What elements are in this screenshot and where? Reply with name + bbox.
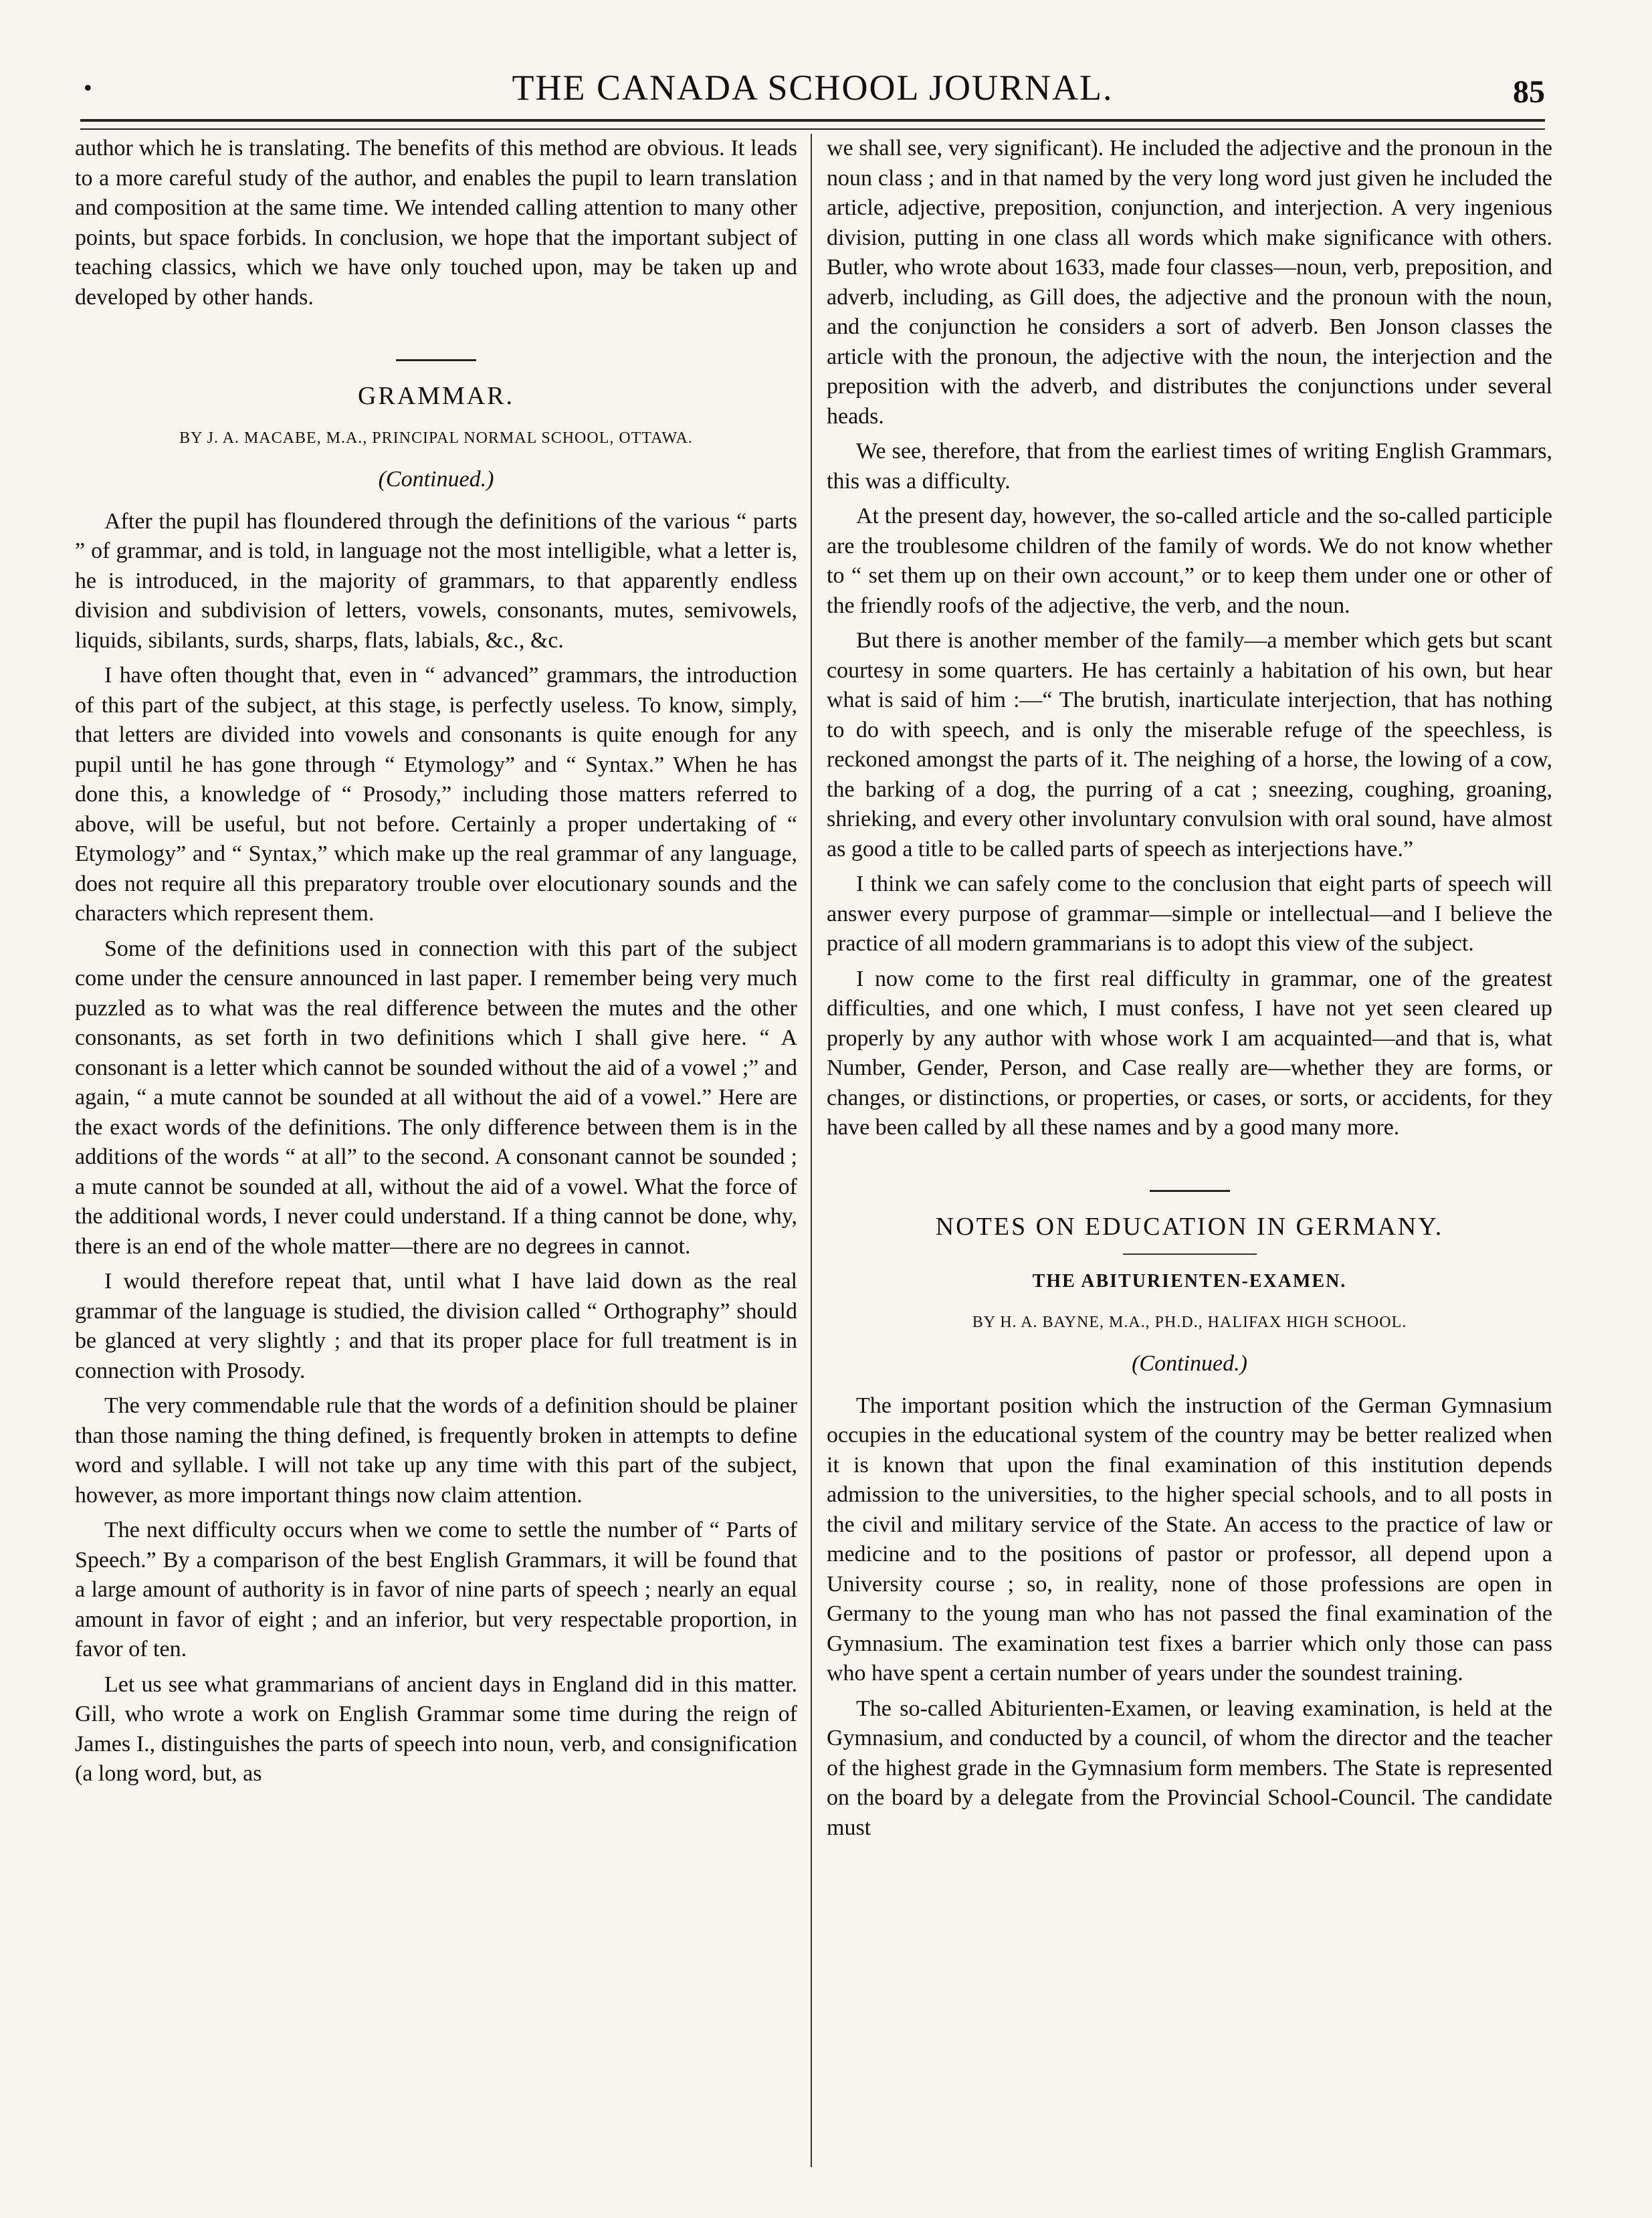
intro-paragraph: author which he is translating. The benefits of this method are obvious. It leads to a more careful study of the author, and enables the pupil to learn translation and composition at the same time. We intended calling attention to many other points, but space forbids. In conclusion, we hope that the important subject of teaching classics, which we have only touched upon, may be taken up and developed by other hands. [75,136,797,310]
notes-continued: (Continued.) [1132,1351,1247,1376]
paragraph: The very commendable rule that the words of a definition should be plainer than those naming the thing defined, is frequently broken in attempts to define word and syllable. I will not take up any time with this part of the subject, however, as more important things now claim attention. [75,1393,797,1508]
grammar-title: GRAMMAR. [357,382,515,410]
left-column [75,134,797,1795]
section-divider [1150,1190,1230,1192]
notes-title: NOTES ON EDUCATION IN GERMANY. [935,1212,1444,1241]
right-column [827,134,1552,1848]
paragraph: I would therefore repeat that, until what I have laid down as the real grammar of the language is studied, the division called “ Orthography” should be glanced at very slightly ; and that its proper place for full treatment is in connection with Prosody. [75,1269,797,1383]
paragraph: We see, therefore, that from the earliest times of writing English Grammars, this was a difficulty. [827,439,1552,494]
paragraph: I think we can safely come to the conclusion that eight parts of speech will answer every purpose of grammar—simple or intellectual—and I believe the practice of all modern grammarians is to adopt this view of the subject. [827,872,1552,956]
paragraph: The important position which the instruction of the German Gymnasium occupies in the educational system of the country may be better realized when it is known that upon the final examination of this institution depends admission to the universities, to the higher special schools, and to all posts in the civil and military service of the State. An access to the practice of law or medicine and to the positions of pastor or professor, all depend upon a University course ; so, in reality, none of those professions are open in Germany to the young man who has not passed the final examination of the Gymnasium. The examination test fixes a barrier which only those can pass who have spent a certain number of years under the soundest training. [827,1393,1552,1686]
subtitle-rule [1123,1253,1257,1255]
paragraph: Let us see what grammarians of ancient days in England did in this matter. Gill, who wrote a work on English Grammar some time during the reign of James I., distinguishes the parts of speech into noun, verb, and consignification (a long word, but, as [75,1672,797,1786]
header-bullet: • [84,74,92,101]
column-divider [811,134,812,2167]
paragraph: The so-called Abiturienten-Examen, or leaving examination, is held at the Gymnasium, and conducted by a council, of whom the director and the teacher of the highest grade in the Gymnasium form members. The State is represented on the board by a delegate from the Provincial School-Council. The candidate must [827,1696,1552,1840]
notes-subtitle: THE ABITURIENTEN-EXAMEN. [1032,1271,1347,1292]
paragraph: I now come to the first real difficulty in grammar, one of the greatest difficulties, and one which, I must confess, I have not yet seen cleared up properly by any author with whose work I am acquainted—and that is, what Number, Gender, Person, and Case really are—whether they are forms, or changes, or distinctions, or properties, or cases, or sorts, or accidents, for they have been called by all these names and by a good many more. [827,966,1552,1140]
section-divider [396,359,476,361]
paragraph: we shall see, very significant). He included the adjective and the pronoun in the noun class ; and in that named by the very long word just given he included the article, adjective, preposition, conjunction, and interjection. A very ingenious division, putting in one class all words which make significance with others. Butler, who wrote about 1633, made four classes—noun, verb, preposition, and adverb, including, as Gill does, the adjective and the pronoun with the noun, and the conjunction he considers a sort of adverb. Ben Jonson classes the article with the pronoun, the adjective with the noun, the interjection and the preposition with the adverb, and distributes the conjunctions under several heads. [827,136,1552,429]
paragraph: At the present day, however, the so-called article and the so-called participle are the troublesome children of the family of words. We do not know whether to “ set them up on their own account,” or to keep them under one or other of the friendly roofs of the adjective, the verb, and the noun. [827,504,1552,618]
header-rule-thin [80,128,1545,130]
paragraph: Some of the definitions used in connection with this part of the subject come under the censure announced in last paper. I remember being very much puzzled as to what was the real difference between the mutes and the other consonants, as set forth in two definitions which I shall give here. “ A consonant is a letter which cannot be sounded without the aid of a vowel ;” and again, “ a mute cannot be sounded at all without the aid of a vowel.” Here are the exact words of the definitions. The only difference between them is in the additions of the words “ at all” to the second. A consonant cannot be sounded ; a mute cannot be sounded at all, without the aid of a vowel. What the force of the additional words, I never could understand. If a thing cannot be done, why, there is an end of the whole matter—there are no degrees in cannot. [75,936,797,1259]
paragraph: The next difficulty occurs when we come to settle the number of “ Parts of Speech.” By a comparison of the best English Grammars, it will be found that a large amount of authority is in favor of nine parts of speech ; nearly an equal amount in favor of eight ; and an inferior, but very respectable proportion, in favor of ten. [75,1518,797,1661]
grammar-continued: (Continued.) [378,467,494,492]
grammar-byline: BY J. A. MACABE, M.A., PRINCIPAL NORMAL SCHOOL, OTTAWA. [179,429,693,447]
notes-byline: BY H. A. BAYNE, M.A., PH.D., HALIFAX HIGH SCHOOL. [972,1313,1407,1331]
page-header [80,60,1545,114]
page-number: 85 [1513,74,1545,110]
header-rule [80,119,1545,122]
paragraph: But there is another member of the family—a member which gets but scant courtesy in some quarters. He has certainly a habitation of his own, but hear what is said of him :—“ The brutish, inarticulate interjection, that has nothing to do with speech, and is only the miserable refuge of the speechless, is reckoned amongst the parts of it. The neighing of a horse, the lowing of a cow, the barking of a dog, the purring of a cat ; sneezing, coughing, groaning, shrieking, and every other involuntary convulsion with oral sound, have almost as good a title to be called parts of speech as interjections have.” [827,628,1552,862]
paragraph: I have often thought that, even in “ advanced” grammars, the introduction of this part of the subject, at this stage, is perfectly useless. To know, simply, that letters are divided into vowels and consonants is quite enough for any pupil until he has gone through “ Etymology” and “ Syntax.” When he has done this, a knowledge of “ Prosody,” including those matters referred to above, will be useful, but not before. Certainly a proper undertaking of “ Etymology” and “ Syntax,” which make up the real grammar of any language, does not require all this preparatory trouble over elocutionary sounds and the characters which represent them. [75,663,797,926]
journal-title: THE CANADA SCHOOL JOURNAL. [512,68,1114,108]
paragraph: After the pupil has floundered through the definitions of the various “ parts ” of grammar, and is told, in language not the most intelligible, what a letter is, he is introduced, in the majority of grammars, to that apparently endless division and subdivision of letters, vowels, consonants, mutes, semivowels, liquids, sibilants, surds, sharps, flats, labials, &c., &c. [75,508,797,653]
